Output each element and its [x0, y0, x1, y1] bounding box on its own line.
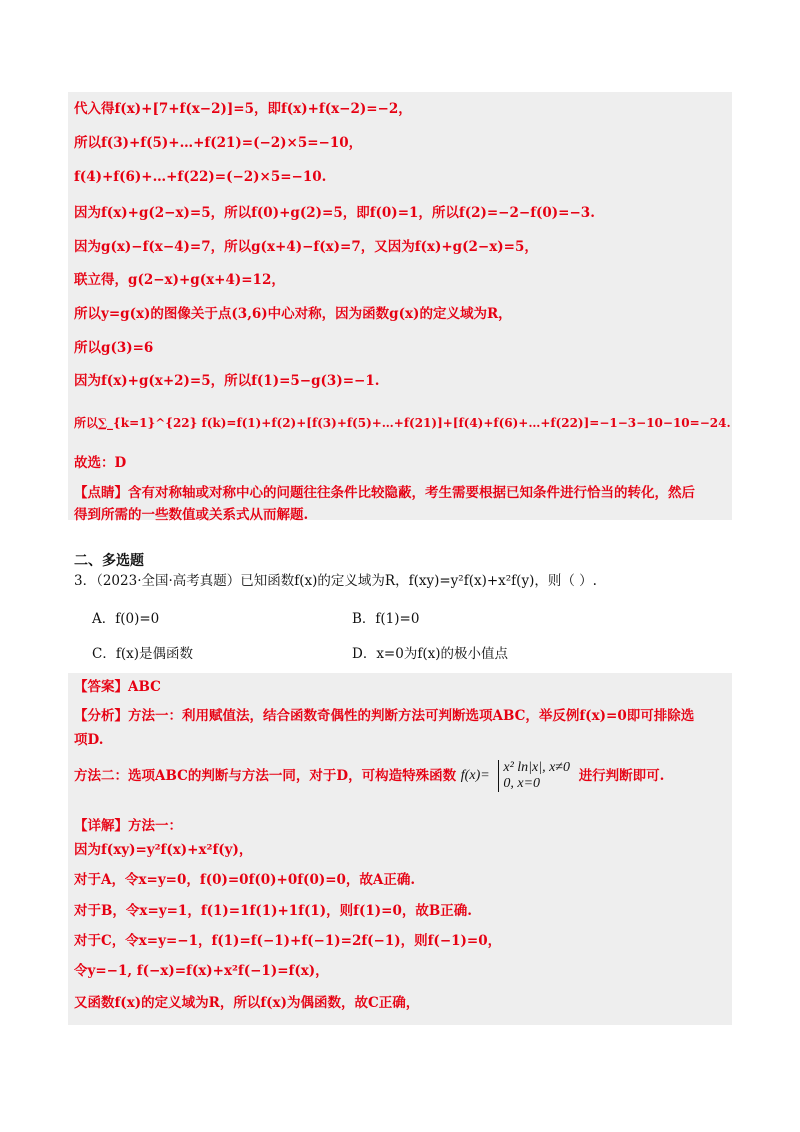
question-stem: 3．（2023·全国·高考真题）已知函数f(x)的定义域为R，f(xy)=y²f(x)+x²f(y)，则（ ）. — [74, 573, 597, 589]
piecewise-lhs: f(x)= — [460, 768, 490, 783]
detail-line-1: 因为f(xy)=y²f(x)+x²f(y)， — [74, 842, 253, 858]
summation-line: 所以∑_{k=1}^{22} f(k)=f(1)+f(2)+[f(3)+f(5)+…+f(21)]+[f(4)+f(6)+…+f(22)]=−1−3−10−10=−24. — [74, 416, 731, 430]
detail-line-c2: 令y=−1, f(−x)=f(x)+x²f(−1)=f(x)， — [74, 963, 329, 979]
solution-line-6: 联立得，g(2−x)+g(x+4)=12， — [74, 272, 285, 288]
solution-line-8: 所以g(3)=6 — [74, 340, 154, 356]
solution-line-2: 所以f(3)+f(5)+…+f(21)=(−2)×5=−10， — [74, 135, 363, 151]
method-two-text: 方法二：选项ABC的判断与方法一同，对于D，可构造特殊函数 — [74, 768, 457, 784]
answer-line: 【答案】ABC — [74, 679, 161, 695]
section-heading: 二、多选题 — [74, 553, 144, 569]
analysis-line-1: 【分析】方法一：利用赋值法，结合函数奇偶性的判断方法可判断选项ABC，举反例f(x)=0即可排除选 — [74, 708, 695, 724]
piecewise-case-1: x² ln|x|, x≠0 — [503, 760, 570, 775]
analysis-method-two — [74, 760, 740, 800]
method-two-tail: 进行判断即可. — [578, 768, 665, 784]
option-d: D．x=0为f(x)的极小值点 — [352, 646, 508, 662]
detail-line-b: 对于B，令x=y=1，f(1)=1f(1)+1f(1)，则f(1)=0，故B正确. — [74, 903, 472, 919]
solution-line-7: 所以y=g(x)的图像关于点(3,6)中心对称，因为函数g(x)的定义域为R， — [74, 306, 512, 322]
tip-line-1: 【点睛】含有对称轴或对称中心的问题往往条件比较隐蔽，考生需要根据已知条件进行恰当的转化，然后 — [74, 485, 695, 501]
option-c: C．f(x)是偶函数 — [92, 646, 193, 662]
piecewise-case-2: 0, x=0 — [503, 776, 541, 791]
option-a: A．f(0)=0 — [92, 611, 160, 627]
solution-line-4: 因为f(x)+g(2−x)=5，所以f(0)+g(2)=5，即f(0)=1，所以f(2)=−2−f(0)=−3. — [74, 205, 595, 221]
solution-line-3: f(4)+f(6)+…+f(22)=(−2)×5=−10. — [74, 169, 327, 185]
solution-line-5: 因为g(x)−f(x−4)=7，所以g(x+4)−f(x)=7，又因为f(x)+g(2−x)=5， — [74, 239, 538, 255]
detail-heading: 【详解】方法一： — [74, 818, 182, 834]
solution-line-1: 代入得f(x)+[7+f(x−2)]=5，即f(x)+f(x−2)=−2， — [74, 101, 412, 117]
option-b: B．f(1)=0 — [352, 611, 420, 627]
tip-line-2: 得到所需的一些数值或关系式从而解题. — [74, 507, 309, 523]
analysis-line-2: 项D. — [74, 732, 104, 748]
final-choice: 故选：D — [74, 455, 127, 471]
detail-line-c3: 又函数f(x)的定义域为R，所以f(x)为偶函数，故C正确， — [74, 995, 420, 1011]
solution-line-9: 因为f(x)+g(x+2)=5，所以f(1)=5−g(3)=−1. — [74, 373, 380, 389]
detail-line-c: 对于C，令x=y=−1，f(1)=f(−1)+f(−1)=2f(−1)，则f(−1)=0， — [74, 933, 502, 949]
detail-line-a: 对于A，令x=y=0，f(0)=0f(0)+0f(0)=0，故A正确. — [74, 872, 416, 888]
piecewise-function — [498, 760, 570, 792]
